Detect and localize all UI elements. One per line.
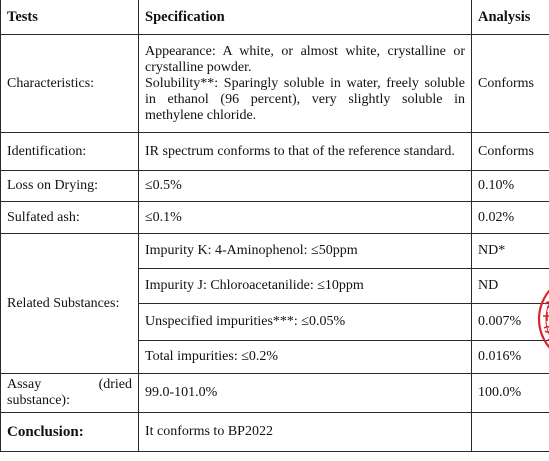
spec-identification: IR spectrum conforms to that of the reference standard.: [139, 133, 472, 171]
table-row-impurity-k: [1, 234, 549, 269]
header-row: [1, 0, 549, 35]
result-assay: 100.0%: [472, 374, 549, 413]
spec-characteristics: [139, 35, 472, 133]
spec-appearance: Appearance: A white, or almost white, crystalline or crystalline powder.: [145, 44, 465, 76]
spec-conclusion: It conforms to BP2022: [139, 413, 472, 452]
column-header-analysis: Analysis: [472, 0, 549, 35]
result-unspecified-impurities: 0.007%: [472, 304, 549, 341]
test-name-sulfated-ash: Sulfated ash:: [1, 202, 139, 234]
spec-impurity-j: Impurity J: Chloroacetanilide: ≤10ppm: [139, 269, 472, 304]
result-sulfated-ash: 0.02%: [472, 202, 549, 234]
result-conclusion: [472, 413, 549, 452]
column-header-specification: Specification: [139, 0, 472, 35]
spec-assay: 99.0-101.0%: [139, 374, 472, 413]
spec-unspecified-impurities: Unspecified impurities***: ≤0.05%: [139, 304, 472, 341]
test-name-related-substances: Related Substances:: [1, 234, 139, 374]
result-loss-on-drying: 0.10%: [472, 171, 549, 202]
table-row-sulfated-ash: [1, 202, 549, 234]
test-name-assay: Assay (dried substance):: [1, 374, 139, 413]
spec-sulfated-ash: ≤0.1%: [139, 202, 472, 234]
result-impurity-j: ND: [472, 269, 549, 304]
result-total-impurities: 0.016%: [472, 341, 549, 374]
table-row-assay: [1, 374, 549, 413]
table-row-loss-on-drying: [1, 171, 549, 202]
table-row-characteristics: [1, 35, 549, 133]
result-identification: Conforms: [472, 133, 549, 171]
spec-total-impurities: Total impurities: ≤0.2%: [139, 341, 472, 374]
spec-solubility: Solubility**: Sparingly soluble in water, freely soluble in ethanol (96 percent), very slightly soluble in methylene chloride.: [145, 76, 465, 124]
column-header-tests: Tests: [1, 0, 139, 35]
table-row-identification: [1, 133, 549, 171]
table-row-conclusion: [1, 413, 549, 452]
test-name-conclusion: Conclusion:: [1, 413, 139, 452]
test-name-characteristics: Characteristics:: [1, 35, 139, 133]
result-impurity-k: ND*: [472, 234, 549, 269]
spec-impurity-k: Impurity K: 4-Aminophenol: ≤50ppm: [139, 234, 472, 269]
test-name-identification: Identification:: [1, 133, 139, 171]
test-name-loss-on-drying: Loss on Drying:: [1, 171, 139, 202]
spec-loss-on-drying: ≤0.5%: [139, 171, 472, 202]
result-characteristics: Conforms: [472, 35, 549, 133]
